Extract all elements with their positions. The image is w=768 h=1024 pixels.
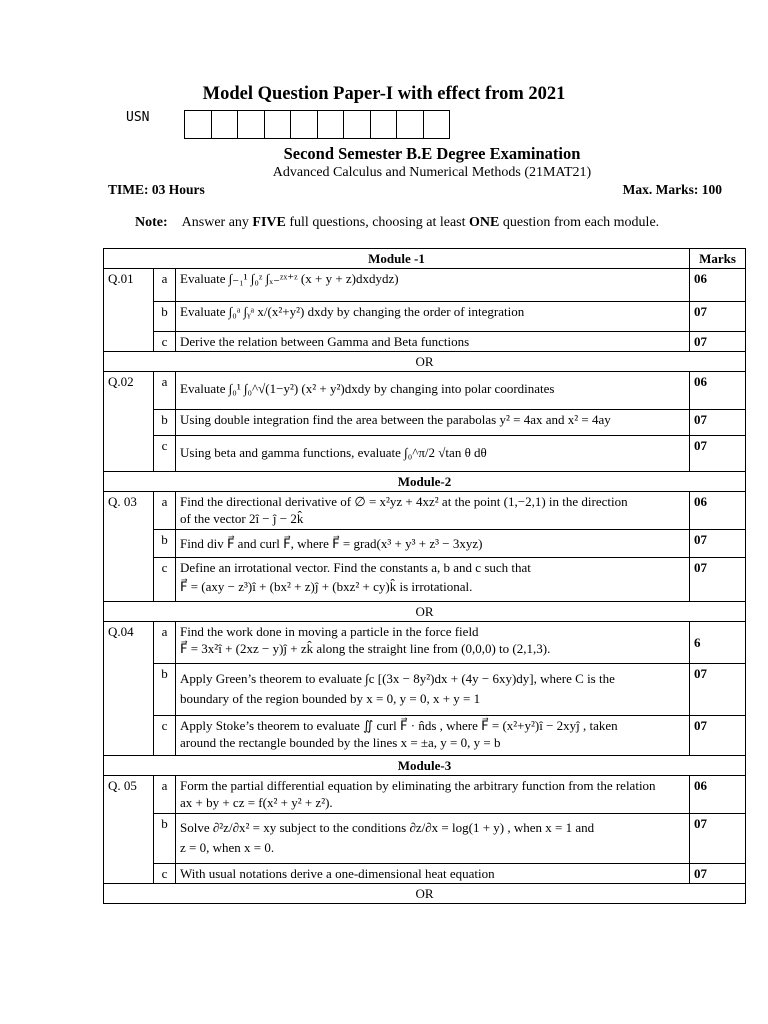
question-line: Find the work done in moving a particle in the force field bbox=[180, 624, 479, 639]
sub-label: c bbox=[154, 332, 176, 352]
or-divider: OR bbox=[104, 884, 746, 904]
note-bold: ONE bbox=[469, 215, 500, 230]
module-header: Module-3 bbox=[104, 756, 746, 776]
table-row bbox=[104, 492, 746, 530]
marks-value: 07 bbox=[690, 558, 746, 602]
usn-box bbox=[184, 110, 212, 139]
table-row bbox=[104, 716, 746, 756]
paper-title: Model Question Paper-I with effect from 2021 bbox=[202, 84, 566, 104]
question-text bbox=[176, 814, 690, 864]
table-row bbox=[104, 664, 746, 716]
table-row bbox=[104, 622, 746, 664]
usn-box bbox=[264, 110, 292, 139]
question-text bbox=[176, 664, 690, 716]
marks-value: 07 bbox=[690, 410, 746, 436]
marks-value: 07 bbox=[690, 664, 746, 716]
time-label: TIME: 03 Hours bbox=[108, 182, 205, 197]
marks-value: 06 bbox=[690, 269, 746, 302]
question-text: Using beta and gamma functions, evaluate ∫₀^π/2 √tan θ dθ bbox=[176, 436, 690, 472]
sub-label: a bbox=[154, 622, 176, 664]
table-row bbox=[104, 530, 746, 558]
marks-value: 07 bbox=[690, 302, 746, 332]
marks-value: 07 bbox=[690, 814, 746, 864]
sub-label: a bbox=[154, 269, 176, 302]
sub-label: b bbox=[154, 530, 176, 558]
question-text: Evaluate ∫₀¹ ∫₀^√(1−y²) (x² + y²)dxdy by changing into polar coordinates bbox=[176, 372, 690, 410]
question-text: Using double integration find the area between the parabolas y² = 4ax and x² = 4ay bbox=[176, 410, 690, 436]
question-line: Solve ∂²z/∂x² = xy subject to the conditions ∂z/∂x = log(1 + y) , when x = 1 and bbox=[180, 820, 595, 835]
table-row bbox=[104, 558, 746, 602]
usn-box bbox=[317, 110, 345, 139]
sub-label: b bbox=[154, 302, 176, 332]
marks-value: 6 bbox=[690, 622, 746, 664]
marks-value: 07 bbox=[690, 332, 746, 352]
usn-box bbox=[423, 110, 451, 139]
usn-label: USN bbox=[126, 110, 150, 125]
question-line: z = 0, when x = 0. bbox=[180, 840, 275, 855]
usn-box bbox=[396, 110, 424, 139]
question-text: Evaluate ∫₋₁¹ ∫₀ᶻ ∫ₓ₋ᶻˣ⁺ᶻ (x + y + z)dxdydz) bbox=[176, 269, 690, 302]
question-number: Q. 03 bbox=[104, 492, 154, 602]
marks-value: 07 bbox=[690, 436, 746, 472]
question-text bbox=[176, 492, 690, 530]
note-label: Note: bbox=[135, 215, 168, 230]
sub-label: b bbox=[154, 410, 176, 436]
sub-label: c bbox=[154, 436, 176, 472]
question-line: Apply Green’s theorem to evaluate ∫c [(3x − 8y²)dx + (4y − 6xy)dy], where C is the bbox=[180, 671, 615, 686]
sub-label: b bbox=[154, 664, 176, 716]
marks-value: 07 bbox=[690, 530, 746, 558]
question-line: Define an irrotational vector. Find the constants a, b and c such that bbox=[180, 560, 531, 575]
question-text: Evaluate ∫₀ᵃ ∫ᵧᵃ x/(x²+y²) dxdy by changing the order of integration bbox=[176, 302, 690, 332]
question-text bbox=[176, 716, 690, 756]
question-line: of the vector 2î − ĵ − 2k̂ bbox=[180, 511, 304, 526]
note-text: Answer any bbox=[181, 215, 253, 230]
marks-value: 06 bbox=[690, 372, 746, 410]
question-line: Apply Stoke’s theorem to evaluate ∬ curl F⃗ · n̂ds , where F⃗ = (x²+y²)î − 2xyĵ , taken bbox=[180, 718, 618, 733]
sub-label: c bbox=[154, 558, 176, 602]
usn-box bbox=[370, 110, 398, 139]
table-row bbox=[104, 436, 746, 472]
subject-line: Advanced Calculus and Numerical Methods (21MAT21) bbox=[272, 165, 592, 180]
marks-value: 06 bbox=[690, 776, 746, 814]
question-line: F⃗ = (axy − z³)î + (bx² + z)ĵ + (bxz² + cy)k̂ is irrotational. bbox=[180, 579, 473, 594]
question-text bbox=[176, 776, 690, 814]
sub-label: a bbox=[154, 492, 176, 530]
exam-title: Second Semester B.E Degree Examination bbox=[283, 144, 581, 163]
marks-value: 07 bbox=[690, 864, 746, 884]
table-row bbox=[104, 302, 746, 332]
table-row bbox=[104, 814, 746, 864]
usn-boxes bbox=[184, 110, 450, 139]
note bbox=[135, 215, 659, 231]
note-text: question from each module. bbox=[499, 215, 660, 230]
module-header: Module -1 bbox=[104, 249, 690, 269]
question-text: With usual notations derive a one-dimensional heat equation bbox=[176, 864, 690, 884]
max-marks-label: Max. Marks: 100 bbox=[622, 182, 722, 197]
question-line: around the rectangle bounded by the lines x = ±a, y = 0, y = b bbox=[180, 735, 501, 750]
table-row bbox=[104, 864, 746, 884]
sub-label: a bbox=[154, 776, 176, 814]
marks-value: 06 bbox=[690, 492, 746, 530]
question-text bbox=[176, 558, 690, 602]
question-number: Q. 05 bbox=[104, 776, 154, 884]
question-text: Derive the relation between Gamma and Beta functions bbox=[176, 332, 690, 352]
module-header: Module-2 bbox=[104, 472, 746, 492]
question-table bbox=[103, 248, 746, 904]
note-text: full questions, choosing at least bbox=[285, 215, 470, 230]
question-line: boundary of the region bounded by x = 0, y = 0, x + y = 1 bbox=[180, 691, 481, 706]
question-number: Q.04 bbox=[104, 622, 154, 756]
question-line: Find the directional derivative of ∅ = x²yz + 4xz² at the point (1,−2,1) in the direction bbox=[180, 494, 628, 509]
or-divider: OR bbox=[104, 602, 746, 622]
table-row bbox=[104, 372, 746, 410]
table-row bbox=[104, 410, 746, 436]
marks-header: Marks bbox=[690, 249, 746, 269]
usn-box bbox=[211, 110, 239, 139]
question-number: Q.02 bbox=[104, 372, 154, 472]
usn-box bbox=[237, 110, 265, 139]
table-row bbox=[104, 332, 746, 352]
question-text: Find div F⃗ and curl F⃗, where F⃗ = grad(x³ + y³ + z³ − 3xyz) bbox=[176, 530, 690, 558]
marks-value: 07 bbox=[690, 716, 746, 756]
usn-box bbox=[290, 110, 318, 139]
question-line: ax + by + cz = f(x² + y² + z²). bbox=[180, 795, 333, 810]
sub-label: b bbox=[154, 814, 176, 864]
table-row bbox=[104, 776, 746, 814]
usn-box bbox=[343, 110, 371, 139]
question-line: F⃗ = 3x²î + (2xz − y)ĵ + zk̂ along the straight line from (0,0,0) to (2,1,3). bbox=[180, 641, 551, 656]
note-bold: FIVE bbox=[252, 215, 286, 230]
sub-label: c bbox=[154, 864, 176, 884]
table-row bbox=[104, 269, 746, 302]
sub-label: a bbox=[154, 372, 176, 410]
or-divider: OR bbox=[104, 352, 746, 372]
question-text bbox=[176, 622, 690, 664]
question-number: Q.01 bbox=[104, 269, 154, 352]
question-line: Form the partial differential equation by eliminating the arbitrary function from the relation bbox=[180, 778, 656, 793]
sub-label: c bbox=[154, 716, 176, 756]
